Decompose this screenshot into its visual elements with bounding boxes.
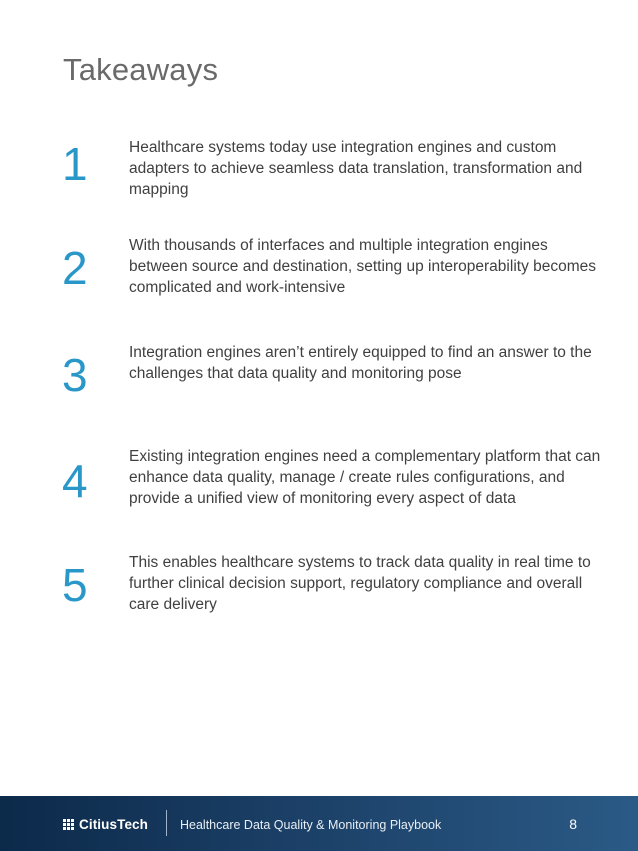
takeaway-number: 2 (62, 242, 88, 294)
page-title: Takeaways (63, 52, 219, 87)
footer-divider (166, 810, 167, 836)
takeaway-text: Healthcare systems today use integration engines and custom adapters to achieve seamless data translation, transformation and mapping (129, 139, 583, 198)
company-logo (63, 817, 148, 832)
takeaway-text: Integration engines aren’t entirely equipped to find an answer to the challenges that data quality and monitoring pose (129, 344, 592, 382)
takeaway-number: 4 (62, 455, 88, 507)
page-number: 8 (569, 816, 577, 832)
footer-document-title: Healthcare Data Quality & Monitoring Playbook (180, 818, 442, 832)
takeaway-text: Existing integration engines need a complementary platform that can enhance data quality, manage / create rules configurations, and provide a unified view of monitoring every aspect of data (129, 448, 601, 507)
grid-logo-icon (63, 819, 74, 830)
takeaway-number: 5 (62, 559, 88, 611)
takeaway-number: 3 (62, 349, 88, 401)
takeaway-number: 1 (62, 138, 88, 190)
takeaway-text: This enables healthcare systems to track data quality in real time to further clinical decision support, regulatory compliance and overall care delivery (129, 554, 591, 613)
footer-bar (0, 796, 638, 851)
takeaway-text: With thousands of interfaces and multiple integration engines between source and destination, setting up interoperability becomes complicated and work-intensive (129, 237, 597, 296)
logo-text: CitiusTech (79, 817, 149, 832)
